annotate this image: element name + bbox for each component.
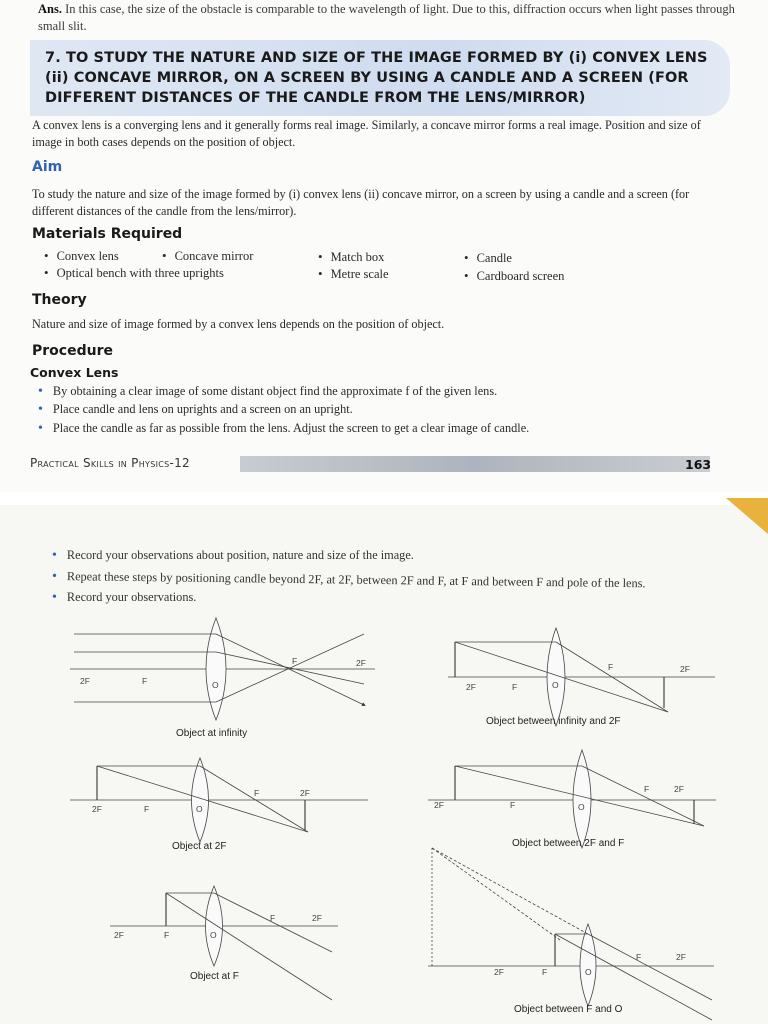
label-2f: 2F <box>494 967 504 977</box>
label-o: O <box>196 804 203 814</box>
heading-text: TO STUDY THE NATURE AND SIZE OF THE IMAGE FORMED BY (i) CONVEX LENS (ii) CONCAVE MIRROR, ON A SCREEN BY USING A CANDLE AND A SCREEN (FOR DIFFERENT DISTANCES OF THE CANDLE FROM THE LENS/MIRROR) <box>45 50 708 106</box>
aim-text: To study the nature and size of the image formed by (i) convex lens (ii) concave mirror, on a screen by using a candle and a screen (for different distances of the candle from the lens/mirror). <box>32 187 690 218</box>
material-item: • Metre scale <box>318 266 389 282</box>
aim-title: Aim <box>32 159 63 175</box>
diagram-caption: Object between F and O <box>514 1004 623 1015</box>
label-o: O <box>552 680 559 690</box>
material-item: • Concave mirror <box>162 248 253 264</box>
procedure-step: • Place the candle as far as possible from the lens. Adjust the screen to get a clear image of candle. <box>38 421 529 437</box>
label-2f: 2F <box>466 682 476 692</box>
label-f: F <box>512 682 518 692</box>
label-o: O <box>210 930 217 940</box>
intro-paragraph: A convex lens is a converging lens and it generally forms real image. Similarly, a concave mirror forms a real image. Position and size of image in both cases depends on the position of object. <box>32 118 701 149</box>
label-f: F <box>144 804 150 814</box>
diagram-caption: Object at F <box>190 971 239 982</box>
observation-step: • Record your observations about position, nature and size of the image. <box>52 548 414 564</box>
materials-title: Materials Required <box>32 226 183 242</box>
label-f: F <box>510 800 516 810</box>
answer-label: Ans. <box>38 2 62 16</box>
label-2f: 2F <box>356 658 366 668</box>
procedure-step: • By obtaining a clear image of some distant object find the approximate f of the given lens. <box>38 384 497 400</box>
label-o: O <box>578 802 585 812</box>
diagram-caption: Object between 2F and F <box>512 838 625 849</box>
label-f: F <box>644 784 650 794</box>
observation-step: • Record your observations. <box>52 590 196 606</box>
answer-text: In this case, the size of the obstacle is comparable to the wavelength of light. Due to this, diffraction occurs when light passes through small slit. <box>38 2 735 33</box>
material-item: • Match box <box>318 249 384 265</box>
label-f: F <box>542 967 548 977</box>
label-f: F <box>636 952 642 962</box>
observation-step: • Repeat these steps by positioning candle beyond 2F, at 2F, between 2F and F, at F and between F and pole of the lens. <box>52 569 646 592</box>
label-f: F <box>164 930 170 940</box>
diagram-object-between-2f-and-f <box>428 750 716 848</box>
page-number: 163 <box>685 457 712 472</box>
diagram-object-between-infinity-and-2f <box>448 628 715 726</box>
label-2f: 2F <box>434 800 444 810</box>
heading-number: 7. <box>45 50 61 66</box>
material-item: • Convex lens <box>44 248 119 264</box>
material-item: • Cardboard screen <box>464 268 564 284</box>
label-2f: 2F <box>680 664 690 674</box>
diagram-4-labels <box>434 784 684 849</box>
diagram-2-labels <box>466 662 690 727</box>
label-o: O <box>212 680 219 690</box>
diagram-object-at-2f <box>70 758 368 842</box>
procedure-title: Procedure <box>32 343 113 359</box>
diagram-caption: Object at infinity <box>176 728 248 739</box>
convex-lens-subtitle: Convex Lens <box>30 365 119 380</box>
diagram-object-at-f <box>110 886 338 1000</box>
label-2f: 2F <box>80 676 90 686</box>
label-f: F <box>292 656 298 666</box>
footer-title: Practical Skills in Physics-12 <box>30 456 190 470</box>
diagram-object-at-infinity <box>70 618 375 720</box>
label-f: F <box>270 913 276 923</box>
material-item: • Candle <box>464 250 512 266</box>
label-2f: 2F <box>676 952 686 962</box>
theory-title: Theory <box>32 292 87 308</box>
diagram-object-between-f-and-o <box>428 848 714 1020</box>
theory-text: Nature and size of image formed by a convex lens depends on the position of object. <box>32 317 445 331</box>
label-2f: 2F <box>674 784 684 794</box>
label-f: F <box>608 662 614 672</box>
label-2f: 2F <box>92 804 102 814</box>
label-f: F <box>142 676 148 686</box>
diagram-caption: Object at 2F <box>172 841 227 852</box>
label-2f: 2F <box>300 788 310 798</box>
procedure-step: • Place candle and lens on uprights and a screen on an upright. <box>38 402 353 418</box>
label-o: O <box>585 967 592 977</box>
diagram-caption: Object between infinity and 2F <box>486 716 621 727</box>
label-f: F <box>254 788 260 798</box>
label-2f: 2F <box>114 930 124 940</box>
material-item: • Optical bench with three uprights <box>44 265 224 281</box>
label-2f: 2F <box>312 913 322 923</box>
